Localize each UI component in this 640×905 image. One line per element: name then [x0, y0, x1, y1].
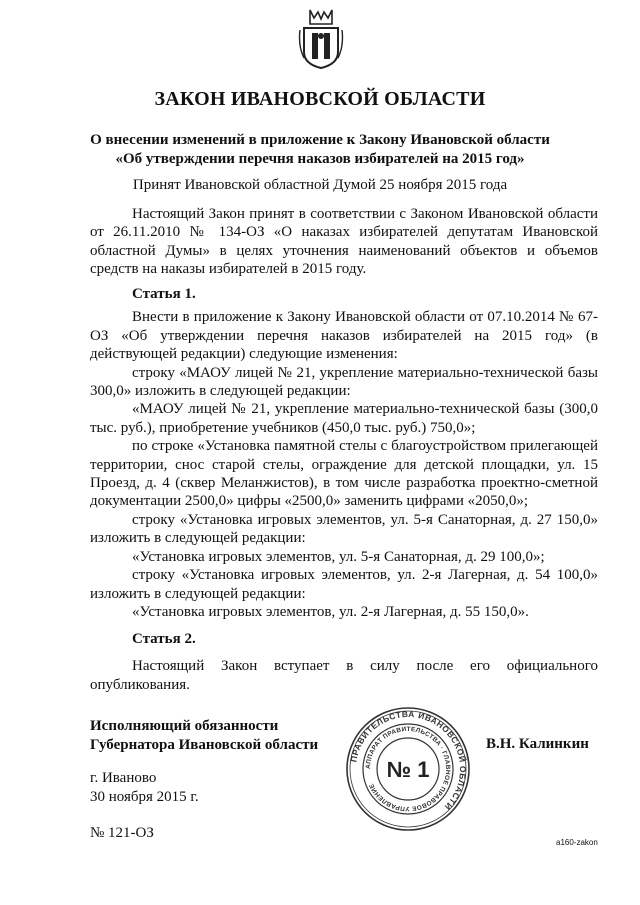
article-1-paragraph: по строке «Установка памятной стелы с благоустройством прилегающей территории, снос старой стелы, ограждение для детской площадки, ул. 15 Проезд, д. 4 (сквер Меланжистов), в том числе разработка проектно-сметной документации 2500,0» цифры «2500,0» заменить цифрами «2050,0»; — [90, 438, 598, 510]
article-1-heading: Статья 1. — [132, 286, 196, 302]
subtitle-line: «Об утверждении перечня наказов избирателей на 2015 год» — [115, 151, 525, 167]
article-1-paragraph: «Установка игровых элементов, ул. 5-я Санаторная, д. 29 100,0»; — [132, 548, 545, 565]
signing-city: г. Иваново — [90, 770, 157, 786]
subtitle-line: О внесении изменений в приложение к Закону Ивановской области — [90, 132, 550, 148]
article-1-paragraph: «Установка игровых элементов, ул. 2-я Лагерная, д. 55 150,0». — [132, 603, 529, 620]
intro-section — [90, 205, 598, 279]
role-line: Губернатора Ивановской области — [90, 737, 319, 753]
signing-date: 30 ноября 2015 г. — [90, 788, 199, 805]
stamp-number: № 1 — [386, 757, 430, 782]
role-line: Исполняющий обязанности — [90, 718, 279, 734]
coat-of-arms-icon — [298, 6, 344, 70]
signatory-role — [90, 717, 318, 755]
official-stamp — [344, 705, 472, 833]
article-2-heading: Статья 2. — [132, 631, 196, 647]
stamp-middle-text: АППАРАТ ПРАВИТЕЛЬСТВА · ГЛАВНОЕ ПРАВОВОЕ УПРАВЛЕНИЕ — [364, 725, 452, 813]
law-number: № 121-ОЗ — [90, 825, 154, 841]
article-1-paragraph: Внести в приложение к Закону Ивановской области от 07.10.2014 № 67-ОЗ «Об утверждении перечня наказов избирателей на 2015 год» (в действующей редакции) следующие изменения: — [90, 309, 598, 363]
document-code: a160-zakon — [556, 838, 598, 847]
adoption-line: Принят Ивановской областной Думой 25 ноября 2015 года — [132, 177, 508, 193]
stamp-outer-text: ПРАВИТЕЛЬСТВА ИВАНОВСКОЙ ОБЛАСТИ — [348, 708, 469, 813]
article-1-paragraph: строку «Установка игровых элементов, ул. 5-я Санаторная, д. 27 150,0» изложить в следующей редакции: — [90, 511, 598, 547]
article-1-paragraph: «МАОУ лицей № 21, укрепление материально-технической базы (300,0 тыс. руб.), приобретение учебников (450,0 тыс. руб.) 750,0»; — [90, 401, 598, 436]
law-subtitle — [60, 131, 580, 169]
signatory-name: В.Н. Калинкин — [486, 736, 589, 752]
article-1 — [90, 285, 598, 621]
article-1-paragraph: строку «МАОУ лицей № 21, укрепление материально-технической базы 300,0» изложить в следующей редакции: — [90, 364, 598, 400]
article-1-paragraph: строку «Установка игровых элементов, ул. 2-я Лагерная, д. 54 100,0» изложить в следующей редакции: — [90, 567, 598, 602]
intro-paragraph: Настоящий Закон принят в соответствии с Законом Ивановской области от 26.11.2010 № 134-ОЗ «О наказах избирателей депутатам Ивановской областной Думы» в целях уточнения наименований объектов и объемов средств на наказы избирателей в 2015 году. — [90, 206, 598, 278]
article-2 — [90, 630, 598, 694]
signing-place-date — [90, 769, 199, 806]
law-title: ЗАКОН ИВАНОВСКОЙ ОБЛАСТИ — [154, 88, 486, 110]
article-2-paragraph: Настоящий Закон вступает в силу после его официального опубликования. — [90, 658, 598, 693]
